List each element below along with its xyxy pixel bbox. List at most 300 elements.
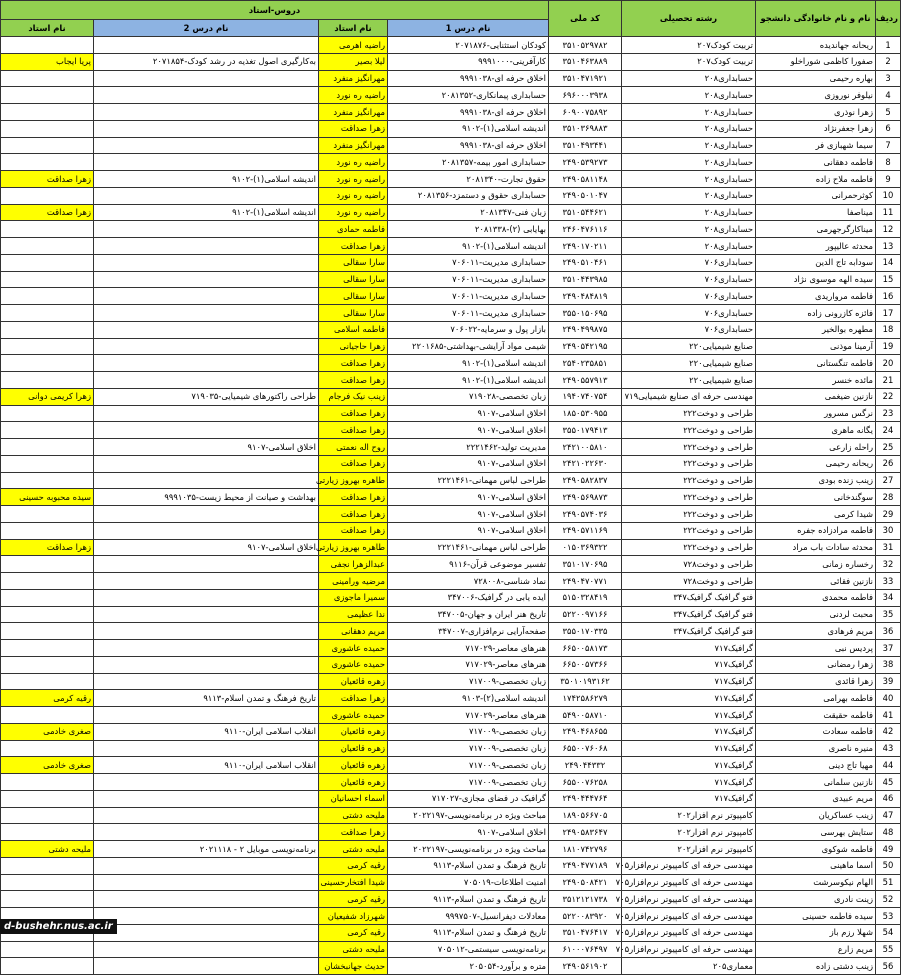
header-row-number: ردیف — [876, 1, 901, 37]
teacher-2-cell — [1, 556, 94, 573]
table-row — [1, 372, 901, 389]
field-cell: طراحی و دوخت۲۲۲ — [622, 455, 756, 472]
teacher-1-cell: زهرا صداقت — [319, 489, 388, 506]
course-2-cell — [94, 70, 319, 87]
student-name-cell: سوگندخانی — [756, 489, 876, 506]
teacher-1-cell: زهره قائعیان — [319, 723, 388, 740]
teacher-2-cell: زهرا صداقت — [1, 539, 94, 556]
course-2-cell — [94, 656, 319, 673]
field-cell: حسابداری۲۰۸ — [622, 171, 756, 188]
teacher-1-cell: مهرانگیز منفرد — [319, 104, 388, 121]
teacher-1-cell: روح اله نعمتی — [319, 439, 388, 456]
teacher-2-cell — [1, 857, 94, 874]
teacher-2-cell: زهرا صداقت — [1, 204, 94, 221]
student-name-cell: فاطمه سعادت — [756, 723, 876, 740]
national-id-cell: ۲۴۹۰۵۸۱۱۴۸ — [549, 171, 622, 188]
national-id-cell: ۲۴۹۰۵۷۱۱۶۹ — [549, 522, 622, 539]
table-row — [1, 941, 901, 958]
course-1-cell: کودکان استثنایی-۲۰۷۱۸۷۶ — [388, 37, 549, 54]
course-2-cell — [94, 640, 319, 657]
course-2-cell — [94, 472, 319, 489]
row-number-cell: 26 — [876, 455, 901, 472]
course-1-cell: تاریخ فرهنگ و تمدن اسلام-۹۱۱۳ — [388, 857, 549, 874]
row-number-cell: 22 — [876, 388, 901, 405]
teacher-1-cell: مهرانگیز منفرد — [319, 137, 388, 154]
table-row — [1, 841, 901, 858]
national-id-cell: ۳۵۱۰۴۷۶۴۱۷ — [549, 924, 622, 941]
table-row — [1, 187, 901, 204]
table-row — [1, 824, 901, 841]
course-2-cell: طراحی راکتورهای شیمیایی-۷۱۹۰۳۵ — [94, 388, 319, 405]
teacher-2-cell — [1, 874, 94, 891]
student-name-cell: محبت لردنی — [756, 606, 876, 623]
field-cell: حسابداری۲۰۸ — [622, 70, 756, 87]
table-row — [1, 221, 901, 238]
row-number-cell: 52 — [876, 891, 901, 908]
student-name-cell: نازنین سلمانی — [756, 774, 876, 791]
teacher-2-cell — [1, 405, 94, 422]
teacher-1-cell: طاهره بهروز زیارتی — [319, 472, 388, 489]
field-cell: گرافیک۷۱۷ — [622, 723, 756, 740]
table-row — [1, 355, 901, 372]
course-1-cell: صفحه‌آرایی نرم‌افزاری-۳۴۷۰۰۷ — [388, 623, 549, 640]
row-number-cell: 2 — [876, 53, 901, 70]
field-cell: گرافیک۷۱۷ — [622, 774, 756, 791]
national-id-cell: ۶۶۵۰۰۵۸۱۷۳ — [549, 640, 622, 657]
table-row — [1, 120, 901, 137]
national-id-cell: ۲۵۴۰۲۳۵۸۵۱ — [549, 355, 622, 372]
national-id-cell: ۶۵۵۰۰۷۶۲۵۸ — [549, 774, 622, 791]
student-name-cell: بهاره رحیمی — [756, 70, 876, 87]
teacher-2-cell: زهرا کریمی دوانی — [1, 388, 94, 405]
row-number-cell: 28 — [876, 489, 901, 506]
course-2-cell — [94, 623, 319, 640]
course-1-cell: اخلاق اسلامی-۹۱۰۷ — [388, 489, 549, 506]
teacher-2-cell — [1, 238, 94, 255]
teacher-2-cell — [1, 254, 94, 271]
teacher-1-cell: فاطمه اسلامی — [319, 321, 388, 338]
field-cell: حسابداری۷۰۶ — [622, 305, 756, 322]
student-name-cell: سیده الهه موسوی نژاد — [756, 271, 876, 288]
course-1-cell: تاریخ فرهنگ و تمدن اسلام-۹۱۱۳ — [388, 891, 549, 908]
national-id-cell: ۲۴۹۰۵۶۱۹۰۲ — [549, 958, 622, 975]
row-number-cell: 36 — [876, 623, 901, 640]
header-course-1: نام درس 1 — [388, 20, 549, 37]
course-2-cell — [94, 874, 319, 891]
table-row — [1, 171, 901, 188]
field-cell: گرافیک۷۱۷ — [622, 707, 756, 724]
course-2-cell — [94, 924, 319, 941]
student-name-cell: اسما ماهینی — [756, 857, 876, 874]
teacher-2-cell — [1, 740, 94, 757]
national-id-cell: ۲۴۹۰۴۴۳۳۲ — [549, 757, 622, 774]
table-row — [1, 137, 901, 154]
national-id-cell: ۵۲۲۰۰۸۳۹۲۰ — [549, 908, 622, 925]
field-cell: فتو گرافیک گرافیک۳۴۷ — [622, 606, 756, 623]
student-name-cell: مائده خنسر — [756, 372, 876, 389]
header-field: رشته تحصیلی — [622, 1, 756, 37]
national-id-cell: ۳۵۱۰۴۶۳۸۸۹ — [549, 53, 622, 70]
national-id-cell: ۲۴۹۰۵۶۹۸۷۳ — [549, 489, 622, 506]
course-1-cell: زبان تخصصی-۷۱۹۰۲۸ — [388, 388, 549, 405]
course-2-cell — [94, 87, 319, 104]
course-1-cell: هنرهای معاصر-۷۱۷۰۲۹ — [388, 640, 549, 657]
teacher-2-cell — [1, 137, 94, 154]
national-id-cell: ۲۴۹۰۵۴۲۱۹۵ — [549, 338, 622, 355]
teacher-1-cell: حمیده عاشوری — [319, 640, 388, 657]
student-name-cell: رخساره زمانی — [756, 556, 876, 573]
student-name-cell: زهرا رمضانی — [756, 656, 876, 673]
row-number-cell: 50 — [876, 857, 901, 874]
table-row — [1, 271, 901, 288]
teacher-2-cell: رقیه کرمی — [1, 690, 94, 707]
teacher-2-cell — [1, 656, 94, 673]
course-1-cell: زبان تخصصی-۷۱۷۰۰۹ — [388, 723, 549, 740]
course-1-cell: اخلاق اسلامی-۹۱۰۷ — [388, 824, 549, 841]
header-student: نام و نام خانوادگی دانشجو — [756, 1, 876, 37]
teacher-1-cell: سارا سقالی — [319, 271, 388, 288]
teacher-1-cell: سارا سقالی — [319, 305, 388, 322]
course-1-cell: هنرهای معاصر-۷۱۷۰۲۹ — [388, 656, 549, 673]
table-row — [1, 204, 901, 221]
teacher-1-cell: زهرا صداقت — [319, 824, 388, 841]
row-number-cell: 4 — [876, 87, 901, 104]
teacher-2-cell — [1, 790, 94, 807]
national-id-cell: ۶۶۵۰۰۵۷۳۶۶ — [549, 656, 622, 673]
course-1-cell: طراحی لباس مهمانی-۲۲۲۱۴۶۱ — [388, 539, 549, 556]
teacher-2-cell — [1, 573, 94, 590]
table-row — [1, 707, 901, 724]
student-name-cell: فائزه کازرونی زاده — [756, 305, 876, 322]
field-cell: حسابداری۲۰۸ — [622, 137, 756, 154]
row-number-cell: 10 — [876, 187, 901, 204]
table-row — [1, 154, 901, 171]
student-name-cell: کوثرحمرانی — [756, 187, 876, 204]
teacher-2-cell — [1, 589, 94, 606]
course-1-cell: برنامه‌نویسی سیستمی-۷۰۵۰۱۲ — [388, 941, 549, 958]
course-1-cell: حسابداری پیمانکاری-۲۰۸۱۳۵۲ — [388, 87, 549, 104]
national-id-cell: ۱۸۱۰۷۴۲۷۹۶ — [549, 841, 622, 858]
student-name-cell: فاطمه مرواریدی — [756, 288, 876, 305]
table-row — [1, 790, 901, 807]
row-number-cell: 42 — [876, 723, 901, 740]
field-cell: گرافیک۷۱۷ — [622, 790, 756, 807]
teacher-2-cell — [1, 321, 94, 338]
teacher-2-cell — [1, 640, 94, 657]
course-1-cell: مدیریت تولید-۲۲۲۱۴۶۲ — [388, 439, 549, 456]
table-row — [1, 254, 901, 271]
course-2-cell — [94, 405, 319, 422]
field-cell: حسابداری۲۰۸ — [622, 221, 756, 238]
field-cell: کامپیوتر نرم افزار۲۰۲ — [622, 807, 756, 824]
course-2-cell — [94, 556, 319, 573]
course-2-cell — [94, 606, 319, 623]
course-2-cell — [94, 238, 319, 255]
field-cell: طراحی و دوخت۲۲۲ — [622, 539, 756, 556]
teacher-2-cell — [1, 891, 94, 908]
teacher-1-cell: مریم دهقانی — [319, 623, 388, 640]
national-id-cell: ۲۴۹۰۴۸۴۸۱۹ — [549, 288, 622, 305]
table-row — [1, 623, 901, 640]
course-1-cell: طراحی لباس مهمانی-۲۲۲۱۴۶۱ — [388, 472, 549, 489]
student-name-cell: ریحانه جهاندیده — [756, 37, 876, 54]
field-cell: صنایع شیمیایی۲۲۰ — [622, 372, 756, 389]
national-id-cell: ۳۵۱۰۱۷۰۶۹۵ — [549, 556, 622, 573]
teacher-1-cell: راضیه ره نورد — [319, 204, 388, 221]
teacher-1-cell: حمیده عاشوری — [319, 707, 388, 724]
course-2-cell: اندیشه اسلامی(۱)-۹۱۰۲ — [94, 204, 319, 221]
teacher-2-cell — [1, 305, 94, 322]
table-row — [1, 388, 901, 405]
field-cell: گرافیک۷۱۷ — [622, 757, 756, 774]
course-1-cell: حسابداری مدیریت-۷۰۶۰۱۱ — [388, 288, 549, 305]
table-row — [1, 70, 901, 87]
student-name-cell: راحله زارعی — [756, 439, 876, 456]
student-name-cell: یگانه ماهری — [756, 422, 876, 439]
teacher-2-cell — [1, 104, 94, 121]
student-name-cell: زینب زنده بودی — [756, 472, 876, 489]
row-number-cell: 40 — [876, 690, 901, 707]
course-2-cell: برنامه‌نویسی موبایل ۲ - ۲۰۲۱۱۱۸ — [94, 841, 319, 858]
course-1-cell: مباحث ویژه در برنامه‌نویسی-۲۰۲۲۱۹۷ — [388, 841, 549, 858]
field-cell: گرافیک۷۱۷ — [622, 640, 756, 657]
national-id-cell: ۲۴۹۰۴۴۴۷۶۴ — [549, 790, 622, 807]
teacher-1-cell: راضیه ره نورد — [319, 171, 388, 188]
course-1-cell: زبان فنی-۲۰۸۱۳۴۷ — [388, 204, 549, 221]
student-name-cell: میناکارگرجهرمی — [756, 221, 876, 238]
course-1-cell: شیمی مواد آرایشی-بهداشتی-۲۲۰۱۶۸۵ — [388, 338, 549, 355]
student-name-cell: زهرا جعفرنژاد — [756, 120, 876, 137]
course-2-cell — [94, 707, 319, 724]
student-name-cell: ستایش بهرسی — [756, 824, 876, 841]
course-1-cell: حسابداری مدیریت-۷۰۶۰۱۱ — [388, 271, 549, 288]
student-name-cell: مطهره بوالخیر — [756, 321, 876, 338]
national-id-cell: ۳۵۵۰۱۷۰۳۳۵ — [549, 623, 622, 640]
row-number-cell: 29 — [876, 506, 901, 523]
national-id-cell: ۱۸۵۰۵۳۰۹۵۵ — [549, 405, 622, 422]
course-2-cell: اندیشه اسلامی(۱)-۹۱۰۲ — [94, 171, 319, 188]
national-id-cell: ۲۴۹۰۴۷۷۱۸۹ — [549, 857, 622, 874]
row-number-cell: 15 — [876, 271, 901, 288]
course-2-cell — [94, 589, 319, 606]
field-cell: صنایع شیمیایی۲۲۰ — [622, 338, 756, 355]
teacher-2-cell — [1, 623, 94, 640]
row-number-cell: 14 — [876, 254, 901, 271]
student-name-cell: الهام نیکوسرشت — [756, 874, 876, 891]
teacher-2-cell: سیده محبوبه حسینی — [1, 489, 94, 506]
row-number-cell: 6 — [876, 120, 901, 137]
field-cell: مهندسی حرفه ای کامپیوتر نرم‌افزار۷۰۵ — [622, 891, 756, 908]
national-id-cell: ۶۱۰۰۰۷۶۴۹۷ — [549, 941, 622, 958]
teacher-2-cell — [1, 37, 94, 54]
course-2-cell — [94, 740, 319, 757]
teacher-1-cell: رقیه کرمی — [319, 924, 388, 941]
row-number-cell: 27 — [876, 472, 901, 489]
table-row — [1, 53, 901, 70]
course-2-cell: انقلاب اسلامی ایران-۹۱۱۰ — [94, 757, 319, 774]
course-1-cell: اخلاق اسلامی-۹۱۰۷ — [388, 405, 549, 422]
course-2-cell — [94, 120, 319, 137]
field-cell: گرافیک۷۱۷ — [622, 740, 756, 757]
row-number-cell: 55 — [876, 941, 901, 958]
table-row — [1, 589, 901, 606]
row-number-cell: 41 — [876, 707, 901, 724]
national-id-cell: ۳۵۱۰۴۹۳۴۴۱ — [549, 137, 622, 154]
course-2-cell — [94, 522, 319, 539]
row-number-cell: 7 — [876, 137, 901, 154]
table-row — [1, 573, 901, 590]
teacher-2-cell: صغری خادمی — [1, 757, 94, 774]
row-number-cell: 12 — [876, 221, 901, 238]
teacher-1-cell: راضیه ره نورد — [319, 187, 388, 204]
student-name-cell: فاطمه دهقانی — [756, 154, 876, 171]
course-1-cell: حقوق تجارت-۲۰۸۱۳۴۰ — [388, 171, 549, 188]
course-1-cell: نماد شناسی-۷۲۸۰۰۸ — [388, 573, 549, 590]
field-cell: گرافیک۷۱۷ — [622, 673, 756, 690]
table-row — [1, 288, 901, 305]
student-name-cell: مریم فرهادی — [756, 623, 876, 640]
course-2-cell — [94, 790, 319, 807]
course-2-cell: تاریخ فرهنگ و تمدن اسلام-۹۱۱۳ — [94, 690, 319, 707]
course-2-cell — [94, 321, 319, 338]
national-id-cell: ۳۵۵۰۱۵۰۶۹۵ — [549, 305, 622, 322]
course-2-cell — [94, 506, 319, 523]
course-1-cell: اخلاق حرفه ای-۹۹۹۱۰۳۸ — [388, 70, 549, 87]
teacher-1-cell: راضیه اهرمی — [319, 37, 388, 54]
course-2-cell: اخلاق اسلامی-۹۱۰۷ — [94, 539, 319, 556]
student-name-cell: زینت نادری — [756, 891, 876, 908]
row-number-cell: 35 — [876, 606, 901, 623]
table-body — [1, 37, 901, 975]
field-cell: طراحی و دوخت۲۲۲ — [622, 472, 756, 489]
table-row — [1, 556, 901, 573]
teacher-2-cell — [1, 120, 94, 137]
course-1-cell: بازار پول و سرمایه-۷۰۶۰۲۲ — [388, 321, 549, 338]
teacher-1-cell: زهره قائعیان — [319, 740, 388, 757]
table-row — [1, 489, 901, 506]
field-cell: مهندسی حرفه ای کامپیوتر نرم‌افزار۷۰۵ — [622, 857, 756, 874]
table-row — [1, 321, 901, 338]
course-1-cell: اخلاق اسلامی-۹۱۰۷ — [388, 422, 549, 439]
course-1-cell: اندیشه اسلامی(۱)-۹۱۰۲ — [388, 238, 549, 255]
field-cell: فتو گرافیک گرافیک۳۴۷ — [622, 623, 756, 640]
national-id-cell: ۲۴۹۰۴۹۹۸۷۵ — [549, 321, 622, 338]
national-id-cell: ۳۵۱۰۴۴۳۹۸۵ — [549, 271, 622, 288]
course-2-cell: اخلاق اسلامی-۹۱۰۷ — [94, 439, 319, 456]
table-row — [1, 757, 901, 774]
course-1-cell: حسابداری امور بیمه-۲۰۸۱۳۵۷ — [388, 154, 549, 171]
teacher-2-cell — [1, 506, 94, 523]
national-id-cell: ۵۱۵۰۳۲۸۴۱۹ — [549, 589, 622, 606]
field-cell: حسابداری۲۰۸ — [622, 187, 756, 204]
student-name-cell: نازنین فقائی — [756, 573, 876, 590]
course-2-cell: بهداشت و صیانت از محیط زیست-۹۹۹۱۰۳۵ — [94, 489, 319, 506]
student-name-cell: فاطمه تنگستانی — [756, 355, 876, 372]
national-id-cell: ۳۵۱۰۵۲۹۷۸۲ — [549, 37, 622, 54]
course-2-cell — [94, 824, 319, 841]
national-id-cell: ۲۴۲۱۰۲۲۶۳۰ — [549, 455, 622, 472]
course-1-cell: حسابداری مدیریت-۷۰۶۰۱۱ — [388, 254, 549, 271]
course-1-cell: حسابداری مدیریت-۷۰۶۰۱۱ — [388, 305, 549, 322]
row-number-cell: 48 — [876, 824, 901, 841]
course-1-cell: اندیشه اسلامی(۱)-۹۱۰۲ — [388, 355, 549, 372]
course-1-cell: تفسیر موضوعی قرآن-۹۱۱۶ — [388, 556, 549, 573]
site-watermark: d-bushehr.nus.ac.ir — [0, 919, 117, 934]
course-2-cell — [94, 271, 319, 288]
national-id-cell: ۲۴۶۰۴۷۶۱۱۶ — [549, 221, 622, 238]
student-name-cell: شیدا کرمی — [756, 506, 876, 523]
teacher-1-cell: راضیه ره نورد — [319, 87, 388, 104]
course-1-cell: امنیت اطلاعات-۷۰۵۰۱۹ — [388, 874, 549, 891]
course-2-cell: به‌کارگیری اصول تغذیه در رشد کودک-۲۰۷۱۸۵۴ — [94, 53, 319, 70]
table-row — [1, 405, 901, 422]
teacher-2-cell — [1, 355, 94, 372]
teacher-1-cell: زهرا صداقت — [319, 690, 388, 707]
course-2-cell — [94, 372, 319, 389]
national-id-cell: ۱۷۴۲۵۸۶۲۷۹ — [549, 690, 622, 707]
row-number-cell: 45 — [876, 774, 901, 791]
row-number-cell: 30 — [876, 522, 901, 539]
field-cell: مهندسی حرفه ای صنایع شیمیایی۷۱۹ — [622, 388, 756, 405]
course-1-cell: ایده یابی در گرافیک-۳۴۷۰۰۶ — [388, 589, 549, 606]
row-number-cell: 19 — [876, 338, 901, 355]
national-id-cell: ۲۴۹۰۴۷۰۷۷۱ — [549, 573, 622, 590]
field-cell: طراحی و دوخت۲۲۲ — [622, 506, 756, 523]
national-id-cell: ۲۴۹۰۵۸۲۸۳۷ — [549, 472, 622, 489]
course-1-cell: بهایابی (۲)-۲۰۸۱۳۳۸ — [388, 221, 549, 238]
student-name-cell: سودابه تاج الدین — [756, 254, 876, 271]
field-cell: حسابداری۲۰۸ — [622, 104, 756, 121]
teacher-1-cell: عبدالزهرا نجفی — [319, 556, 388, 573]
national-id-cell: ۰۱۵۰۳۶۹۳۲۲ — [549, 539, 622, 556]
student-name-cell: فاطمه ملاح زاده — [756, 171, 876, 188]
student-name-cell: مریم زارع — [756, 941, 876, 958]
table-row — [1, 238, 901, 255]
teacher-1-cell: زهرا صداقت — [319, 422, 388, 439]
row-number-cell: 23 — [876, 405, 901, 422]
teacher-2-cell: پریا ایجاب — [1, 53, 94, 70]
table-row — [1, 958, 901, 975]
teacher-2-cell: زهرا صداقت — [1, 171, 94, 188]
table-row — [1, 690, 901, 707]
teacher-2-cell — [1, 439, 94, 456]
student-name-cell: مهیا تاج دینی — [756, 757, 876, 774]
course-1-cell: اندیشه اسلامی(۲)-۹۱۰۳ — [388, 690, 549, 707]
student-name-cell: سیما شهبازی فر — [756, 137, 876, 154]
teacher-1-cell: زینب نیک فرجام — [319, 388, 388, 405]
teacher-2-cell — [1, 958, 94, 975]
course-2-cell — [94, 573, 319, 590]
national-id-cell: ۶۰۹۰۰۷۵۸۹۲ — [549, 104, 622, 121]
course-2-cell — [94, 37, 319, 54]
teacher-2-cell — [1, 338, 94, 355]
field-cell: طراحی و دوخت۲۲۲ — [622, 405, 756, 422]
course-2-cell — [94, 154, 319, 171]
student-name-cell: شهلا رزم باز — [756, 924, 876, 941]
course-2-cell — [94, 455, 319, 472]
teacher-2-cell — [1, 707, 94, 724]
row-number-cell: 39 — [876, 673, 901, 690]
header-teacher-1: نام استاد — [319, 20, 388, 37]
national-id-cell: ۲۴۹۰۵۷۴۰۳۶ — [549, 506, 622, 523]
course-1-cell: اخلاق حرفه ای-۹۹۹۱۰۳۸ — [388, 137, 549, 154]
row-number-cell: 46 — [876, 790, 901, 807]
table-row — [1, 455, 901, 472]
course-1-cell: اخلاق اسلامی-۹۱۰۷ — [388, 506, 549, 523]
teacher-1-cell: شیدا افتخارحسینی — [319, 874, 388, 891]
table-row — [1, 422, 901, 439]
table-row — [1, 104, 901, 121]
